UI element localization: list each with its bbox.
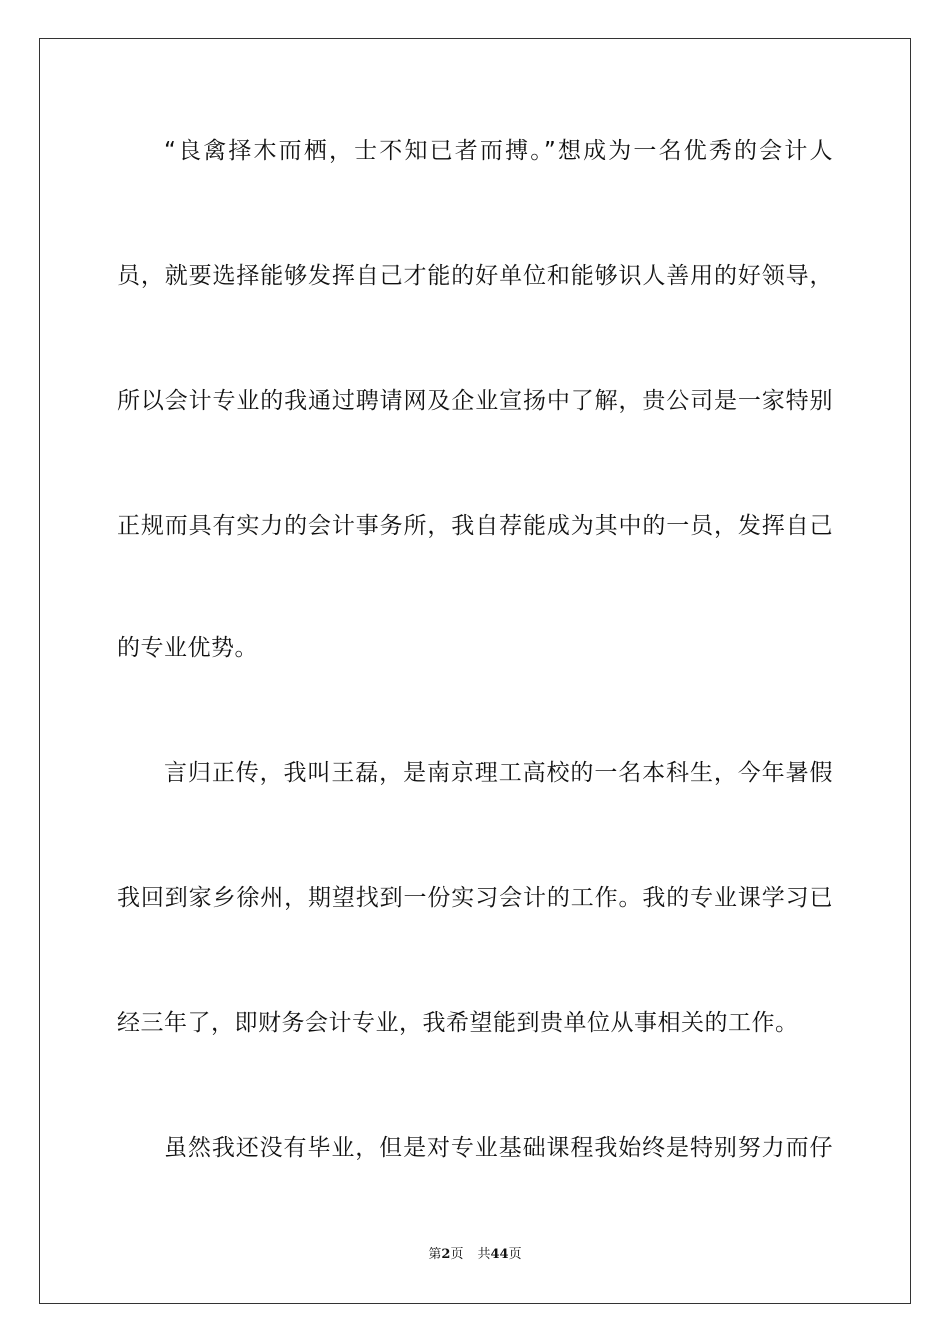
page-footer <box>0 1246 950 1264</box>
paragraph-1-line-1: “良禽择木而栖，士不知已者而搏。”想成为一名优秀的会计人 <box>164 138 833 164</box>
total-prefix: 共 <box>477 1247 491 1262</box>
total-suffix: 页 <box>508 1247 522 1262</box>
paragraph-3-line-1: 虽然我还没有毕业，但是对专业基础课程我始终是特别努力而仔 <box>164 1135 833 1161</box>
paragraph-1-line-4: 正规而具有实力的会计事务所，我自荐能成为其中的一员，发挥自己 <box>117 513 833 539</box>
paragraph-2-line-1: 言归正传，我叫王磊，是南京理工高校的一名本科生，今年暑假 <box>164 760 833 786</box>
paragraph-1-line-5: 的专业优势。 <box>117 635 258 661</box>
paragraph-2-line-2: 我回到家乡徐州，期望找到一份实习会计的工作。我的专业课学习已 <box>117 885 833 911</box>
paragraph-1-line-2: 员，就要选择能够发挥自己才能的好单位和能够识人善用的好领导， <box>117 263 833 289</box>
page-border <box>39 38 911 1304</box>
page-suffix: 页 <box>450 1247 464 1262</box>
page-prefix: 第 <box>428 1247 442 1262</box>
total-pages: 44 <box>490 1247 509 1262</box>
paragraph-2-line-3: 经三年了，即财务会计专业，我希望能到贵单位从事相关的工作。 <box>117 1010 799 1036</box>
paragraph-1-line-3: 所以会计专业的我通过聘请网及企业宣扬中了解，贵公司是一家特别 <box>117 388 833 414</box>
page-number: 2 <box>441 1247 451 1262</box>
